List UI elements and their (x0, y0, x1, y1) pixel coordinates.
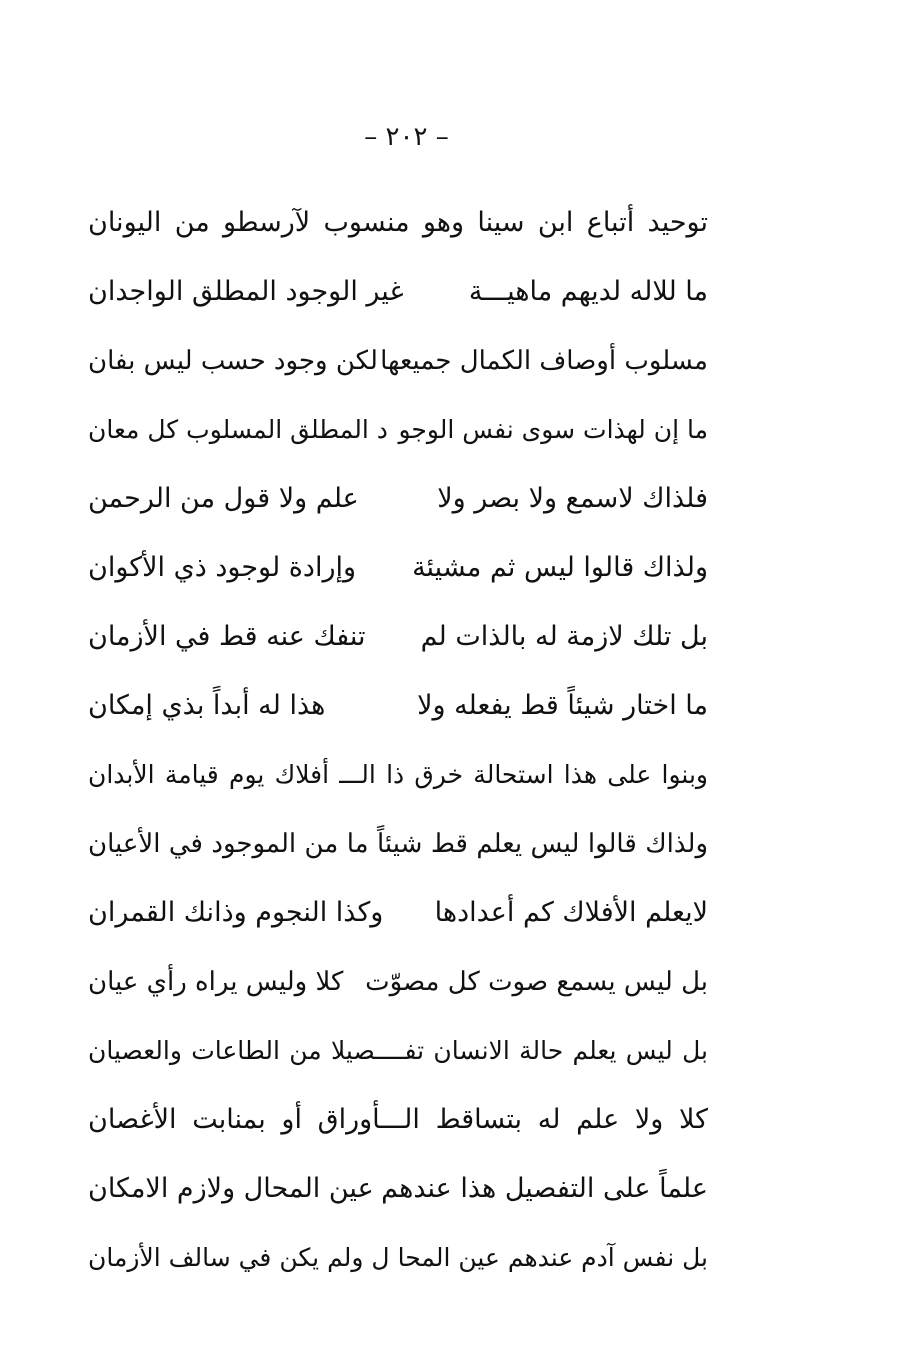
verse-line (88, 1016, 708, 1085)
first-hemistich: بل تلك لازمة له بالذات لم (420, 621, 708, 652)
first-hemistich: ما إن لهذات سوى نفس الوجو (398, 415, 708, 444)
second-hemistich: لكن وجود حسب ليس بفان (88, 345, 378, 376)
second-hemistich: هذا له أبداً بذي إمكان (88, 690, 326, 721)
first-hemistich: ما اختار شيئاً قط يفعله ولا (417, 690, 708, 721)
first-hemistich: ولذاك قالوا ليس ثم مشيئة (412, 552, 708, 583)
verse-full-text: وبنوا على هذا استحالة خرق ذا الـــ أفلاك يوم قيامة الأبدان (88, 760, 708, 789)
verse-line (88, 671, 708, 740)
verse-line (88, 809, 708, 878)
verse-line (88, 1154, 708, 1223)
verse-line (88, 188, 708, 257)
second-hemistich: ل ولم يكن في سالف الأزمان (88, 1243, 390, 1272)
verse-line (88, 257, 708, 326)
verse-line (88, 533, 708, 602)
verse-line (88, 1223, 708, 1292)
verse-line (88, 878, 708, 947)
second-hemistich: غير الوجود المطلق الواجدان (88, 276, 404, 307)
verse-full-text: توحيد أتباع ابن سينا وهو منسوب لآرسطو من اليونان (88, 207, 708, 238)
verse-full-text: ولذاك قالوا ليس يعلم قط شيئاً ما من الموجود في الأعيان (88, 828, 708, 859)
poem-verses (88, 188, 708, 1292)
first-hemistich: لايعلم الأفلاك كم أعدادها (434, 897, 708, 928)
second-hemistich: د المطلق المسلوب كل معان (88, 415, 388, 444)
second-hemistich: كلا وليس يراه رأي عيان (88, 966, 344, 997)
verse-line (88, 1085, 708, 1154)
verse-line (88, 740, 708, 809)
second-hemistich: عين المحال ولازم الامكان (88, 1173, 374, 1204)
verse-line (88, 326, 708, 395)
page-number: – ٢٠٢ – (364, 122, 449, 152)
second-hemistich: تنفك عنه قط في الأزمان (88, 621, 366, 652)
first-hemistich: فلذاك لاسمع ولا بصر ولا (437, 483, 708, 514)
second-hemistich: وكذا النجوم وذانك القمران (88, 897, 384, 928)
verse-full-text: بل ليس يعلم حالة الانسان تفــــصيلا من الطاعات والعصيان (88, 1036, 708, 1065)
first-hemistich: بل نفس آدم عندهم عين المحا (397, 1243, 708, 1272)
verse-line (88, 464, 708, 533)
first-hemistich: مسلوب أوصاف الكمال جميعها (380, 345, 708, 376)
verse-line (88, 947, 708, 1016)
verse-line (88, 602, 708, 671)
verse-full-text: كلا ولا علم له بتساقط الـــأوراق أو بمنابت الأغصان (88, 1104, 708, 1135)
first-hemistich: ما للاله لديهم ماهيـــة (468, 276, 708, 307)
second-hemistich: وإرادة لوجود ذي الأكوان (88, 552, 357, 583)
first-hemistich: علماً على التفصيل هذا عندهم (381, 1173, 708, 1204)
verse-line (88, 395, 708, 464)
first-hemistich: بل ليس يسمع صوت كل مصوّت (365, 966, 708, 997)
second-hemistich: علم ولا قول من الرحمن (88, 483, 359, 514)
